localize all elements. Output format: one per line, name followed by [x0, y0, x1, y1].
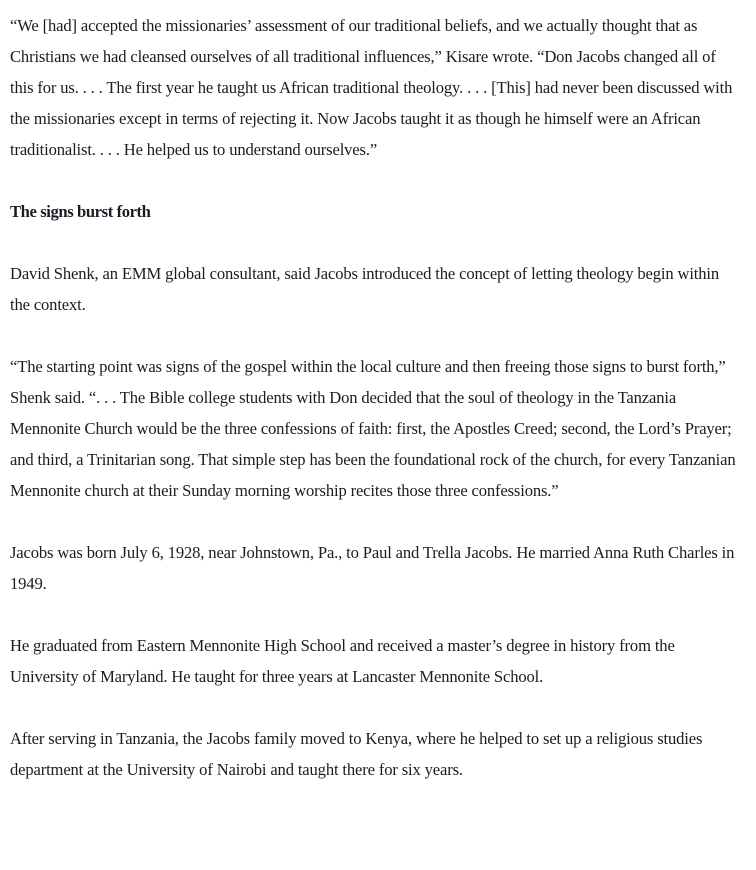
section-heading: The signs burst forth: [10, 202, 151, 221]
paragraph-kenya: After serving in Tanzania, the Jacobs family moved to Kenya, where he helped to set up a religious studies department at the University of Nairobi and taught there for six years.: [10, 729, 703, 779]
paragraph-shenk-intro: David Shenk, an EMM global consultant, said Jacobs introduced the concept of letting theology begin within the context.: [10, 264, 720, 314]
paragraph-birth: Jacobs was born July 6, 1928, near Johnstown, Pa., to Paul and Trella Jacobs. He married Anna Ruth Charles in 1949.: [10, 543, 735, 593]
paragraph-education: He graduated from Eastern Mennonite High School and received a master’s degree in history from the University of Maryland. He taught for three years at Lancaster Mennonite School.: [10, 636, 675, 686]
paragraph-kisare-quote: “We [had] accepted the missionaries’ assessment of our traditional beliefs, and we actually thought that as Christians we had cleansed ourselves of all traditional influences,” Kisare wrote. “Don Jacobs changed all of this for us. . . . The first year he taught us African traditional theology. . . . [This] had never been discussed with the missionaries except in terms of rejecting it. Now Jacobs taught it as though he himself were an African traditionalist. . . . He helped us to understand ourselves.”: [10, 16, 733, 159]
paragraph-shenk-quote: “The starting point was signs of the gospel within the local culture and then freeing those signs to burst forth,” Shenk said. “. . . The Bible college students with Don decided that the soul of theology in the Tanzania Mennonite Church would be the three confessions of faith: first, the Apostles Creed; second, the Lord’s Prayer; and third, a Trinitarian song. That simple step has been the foundational rock of the church, for every Tanzanian Mennonite church at their Sunday morning worship recites those three confessions.”: [10, 357, 736, 500]
